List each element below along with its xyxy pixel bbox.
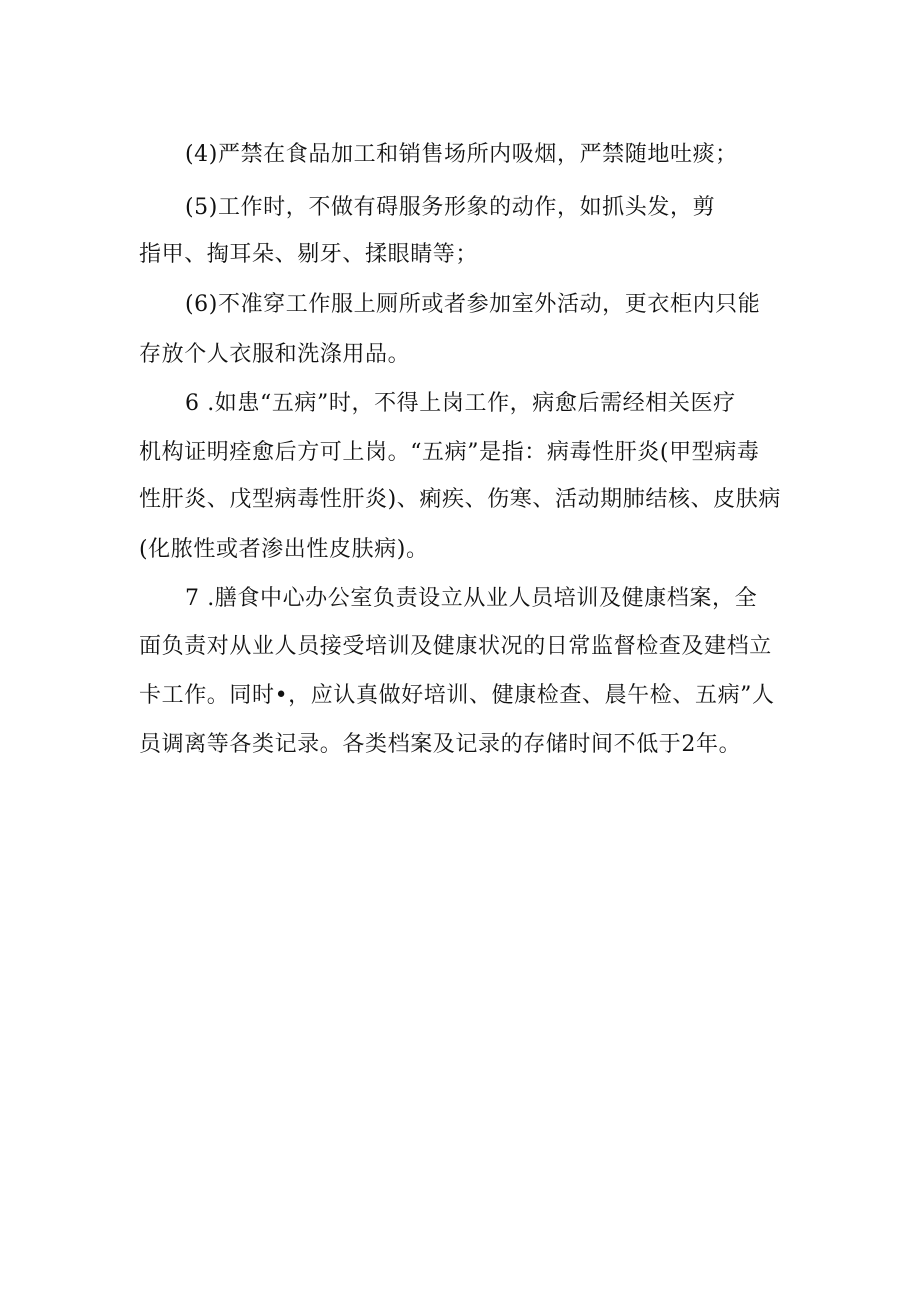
paragraph-line: (5)工作时，不做有碍服务形象的动作，如抓头发，剪 bbox=[185, 195, 716, 220]
paragraph-line: 卡工作。同时•，应认真做好培训、健康检查、晨午检、五病”人 bbox=[139, 683, 775, 708]
paragraph-line: 机构证明痊愈后方可上岗。“五病”是指：病毒性肝炎(甲型病毒 bbox=[139, 440, 760, 465]
paragraph-line: 存放个人衣服和洗涤用品。 bbox=[139, 342, 411, 367]
paragraph-line: 指甲、掏耳朵、剔牙、揉眼睛等； bbox=[139, 242, 479, 267]
paragraph-line: (4)严禁在食品加工和销售场所内吸烟，严禁随地吐痰； bbox=[185, 142, 738, 167]
paragraph-line: 员调离等各类记录。各类档案及记录的存储时间不低于2年。 bbox=[139, 732, 742, 757]
paragraph-line: (化脓性或者渗出性皮肤病)。 bbox=[139, 537, 429, 562]
paragraph-line: 6 .如患“五病”时，不得上岗工作，病愈后需经相关医疗 bbox=[185, 391, 736, 416]
paragraph-line: 面负责对从业人员接受培训及健康状况的日常监督检查及建档立 bbox=[139, 634, 772, 659]
paragraph-line: (6)不准穿工作服上厕所或者参加室外活动，更衣柜内只能 bbox=[185, 292, 761, 317]
paragraph-line: 7 .膳食中心办公室负责设立从业人员培训及健康档案，全 bbox=[185, 586, 758, 611]
paragraph-line: 性肝炎、戊型病毒性肝炎)、痢疾、伤寒、活动期肺结核、皮肤病 bbox=[139, 487, 781, 512]
